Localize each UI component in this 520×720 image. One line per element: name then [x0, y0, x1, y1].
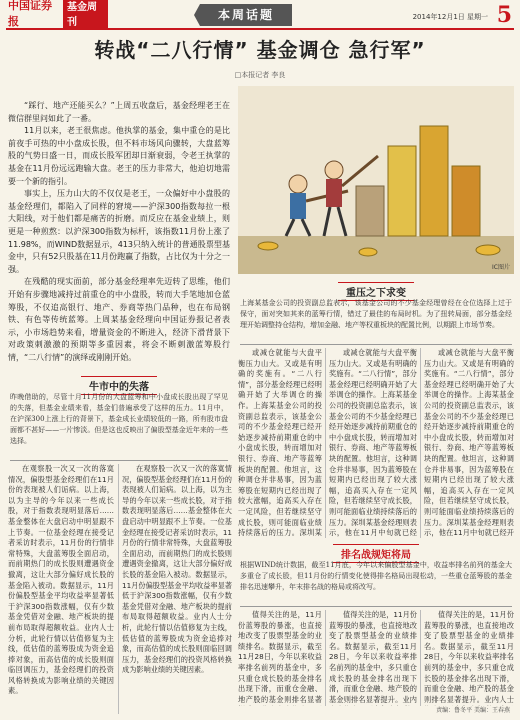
fund-weekly-badge: 基金周刊 — [63, 0, 108, 29]
section-tag: 本周话题 — [200, 4, 292, 26]
section-heading-text: 排名战规矩将局 — [333, 544, 419, 563]
intro-paragraph: 在残酷的现实面前，部分基金经理率先迈转了思维，他们开始有步骤地减持过前重仓的中小盘股，转而大手笔地加仓蓝筹股，不仅追高银行、地产、券商等热门品种，也在布局钢铁、有色等传统蓝筹。上周某基金经理向中国证券报记者表示，小市场趋势来看，增量资金的不断进入，经济下滑背景下对政策刺激激的预期等多重因素，将会不断刺激蓝筹股行情，“二八行情”的演绎或刚刚开始。 — [8, 277, 230, 362]
intro-paragraph: “踩行、地产还能买么？”上周五收盘后，基金经理老王在微信群里问如此了一番。 — [8, 101, 230, 123]
body-column — [238, 348, 322, 538]
section-heading-text: 牛市中的失落 — [81, 376, 157, 395]
body-text: 在观察股一次又一次的落寞情况，偏股型基金经理们在11月份的表现被人们诟病。以上海，以为主导的今年以来一些成长股，对于指数表现明显落后……基金整体在大盘启动中明显跟不上节奏。一位基金经理在接受记者采访时表示，11月份的行情非常特殊，大盘蓝筹股全面启动，而前期热门的成长股则遭遇资金撤离，这让大部分偏好成长股的基金陷入被动。数据显示，11月份偏股型基金平均收益率显著低于沪深300指数涨幅，仅有少数基金凭借对金融、地产板块的提前布局取得超额收益。业内人士分析，此轮行情以估值修复为主线，低估值的蓝筹股成为资金追捧对象，而高估值的成长股则面临回调压力，基金经理们的投资风格转换成为影响业绩的关键因素。 — [8, 464, 114, 696]
page-number: 5 — [496, 2, 512, 28]
paper-name: 中国证券报 — [8, 0, 52, 28]
section-heading-text: 重压之下求变 — [338, 282, 414, 301]
body-text: 或减仓就能与大盘平衡压力山大。又或是有明确的奖施有。“二八行情”，部分基金经理已经明确开始了大举调仓的操作。上海某基金公司的投资副总监表示，该基金公司的不少基金经理已经开始逐步减持前期重仓的中小盘成长股，转而增加对银行、券商、地产等蓝筹板块的配置。他坦言，这种调仓并非易事，因为蓝筹股在短期内已经出现了较大涨幅，追高买入存在一定风险，但若继续坚守成长股，则可能面临业绩持续落后的压力。深圳某基金经理则表示，他在11月中旬就已经 — [329, 348, 417, 538]
body-column — [424, 348, 514, 538]
page-credits: 责编：鲁冬平 美编：王春燕 — [436, 707, 510, 714]
column-rule — [420, 610, 421, 706]
body-text: 值得关注的是，11月份蓝筹股的暴涨，也直接地改变了股票型基金的业绩排名。数据显示，截至11月28日，今年以来收益率排名前列的基金中，多只重仓成长股的基金排名出现下滑，而重仓金融、地产股的基金则排名显著提升。业内人士 — [424, 610, 514, 704]
body-column — [329, 348, 417, 538]
section-divider — [240, 344, 512, 345]
body-text: 或减仓就能与大盘平衡压力山大。又或是有明确的奖施有。“二八行情”，部分基金经理已经明确开始了大举调仓的操作。上海某基金公司的投资副总监表示，该基金公司的不少基金经理已经开始逐步减持前期重仓的中小盘成长股，转而增加对银行、券商、地产等蓝筹板块的配置。他坦言，这种调仓并非易事，因为蓝筹股在短期内已经出现了较大涨幅，追高买入存在一定风险，但若继续坚守成长股，则可能面临业绩持续落后的压力。深圳某 — [238, 348, 322, 538]
paper-logo — [8, 0, 108, 28]
body-text: 或减仓就能与大盘平衡压力山大。又或是有明确的奖施有。“二八行情”，部分基金经理已经明确开始了大举调仓的操作。上海某基金公司的投资副总监表示，该基金公司的不少基金经理已经开始逐步减持前期重仓的中小盘成长股，转而增加对银行、券商、地产等蓝筹板块的配置。他坦言，这种调仓并非易事，因为蓝筹股在短期内已经出现了较大涨幅，追高买入存在一定风险，但若继续坚守成长股，则可能面临业绩持续落后的压力。深圳某基金经理则表示，他在11月中旬就已经开 — [424, 348, 514, 538]
body-column — [8, 464, 114, 714]
column-rule — [325, 348, 326, 538]
body-text: 值得关注的是，11月份蓝筹股的暴涨，也直接地改变了股票型基金的业绩排名。数据显示，截至11月28日，今年以来收益率排名前列的基金中，多只重仓成长股的基金排名出现下滑，而重仓金融、地产股的基金则排名显著提升。业内 — [329, 610, 417, 704]
section-divider — [240, 606, 512, 607]
column-rule — [325, 610, 326, 706]
cartoon-illustration — [238, 86, 514, 274]
body-text: 在观察股一次又一次的落寞情况，偏股型基金经理们在11月份的表现被人们诟病。以上海，以为主导的今年以来一些成长股，对于指数表现明显落后……基金整体在大盘启动中明显跟不上节奏。一位基金经理在接受记者采访时表示，11月份的行情非常特殊，大盘蓝筹股全面启动，而前期热门的成长股则遭遇资金撤离，这让大部分偏好成长股的基金陷入被动。数据显示，11月份偏股型基金平均收益率显著低于沪深300指数涨幅，仅有少数基金凭借对金融、地产板块的提前布局取得超额收益。业内人士分析，此轮行情以估值修复为主线，低估值的蓝筹股成为资金追捧对象，而高估值的成长股则面临回调压力，基金经理们的投资风格转换成为影响业绩的关键因素。 — [122, 464, 232, 675]
body-column — [122, 464, 232, 714]
masthead — [0, 0, 520, 30]
illustration-credit: IC图片 — [492, 264, 510, 271]
header-rule — [6, 28, 514, 30]
article-headline: 转战“二八行情” 基金调仓 急行军” — [94, 38, 426, 62]
issue-date: 2014年12月1日 星期一 — [412, 13, 488, 21]
intro-paragraph: 11月以来，老王很焦虑。他执掌的基金，集中重仓的是比前夜手可热的中小盘成长股，但不料市场风向骤转，大盘蓝筹股的气势日盛一日，而成长股军团却日渐衰弱，令老王执掌的基金在11月份远远跑输大盘。老王的压力非常大，他迫切地需要一个新的指引。 — [8, 126, 230, 186]
column-rule — [420, 348, 421, 538]
body-column — [329, 610, 417, 706]
editorial-illustration — [238, 86, 514, 274]
section-lead: 根据WIND统计数据，截至11月底，今年以来偏股型基金中，收益率排名前列的基金大多重仓了成长股，但11月份的行情变化使得排名格局出现松动，一些重仓蓝筹股的基金排名迅速攀升，年末排名战的格局或将改写。 — [240, 561, 512, 591]
article-byline: □本报记者 李良 — [234, 71, 286, 79]
section-divider — [10, 460, 228, 461]
body-column — [424, 610, 514, 706]
section-lead: 昨晚借助的，尽管十月11月份的大盘蓝筹和中小盘成长股出现了罕见的失落，但基金业绩来看，基金们普遍承受了这样的压力。11月中，在沪深300上涨上行的背景下，基金成长业绩较低的一路，所有股市盘面都不甚好——一片惨淡。但是这也反映出了偏股型基金近年来的一些选择。 — [10, 393, 228, 445]
intro-column — [8, 100, 230, 364]
section-lead: 上海某基金公司的投资副总监表示，该基金公司的不少基金经理曾经在仓位选择上过于保守，面对突如其来的蓝筹行情，错过了最佳的布局时机。为了扭转局面，部分基金经理开始调整持仓结构，增加金融、地产等权重板块的配置比例，以期跟上市场节奏。 — [240, 299, 512, 329]
body-column — [238, 610, 322, 706]
column-rule — [118, 464, 119, 714]
intro-paragraph: 事实上，压力山大的不仅仅是老王，一众偏好中小盘股的基金经理们，都陷入了同样的窘境——沪深300指数每拉一根大阳线，对于他们都是痛苦的折磨。而反应在基金业绩上，则更是一种煎熬：以沪深300指数为标杆，该指数11月份上涨了11.98%，而WIND数据显示，413只纳入统计的普通股票型基金中，只有52只股基在11月份跑赢了指数，占比仅为十分之一强。 — [8, 189, 230, 274]
body-text: 值得关注的是，11月份蓝筹股的暴涨，也直接地改变了股票型基金的业绩排名。数据显示，截至11月28日，今年以来收益率排名前列的基金中，多只重仓成长股的基金排名出现下滑，而重仓金融、地产股的基金则排名显著 — [238, 610, 322, 704]
